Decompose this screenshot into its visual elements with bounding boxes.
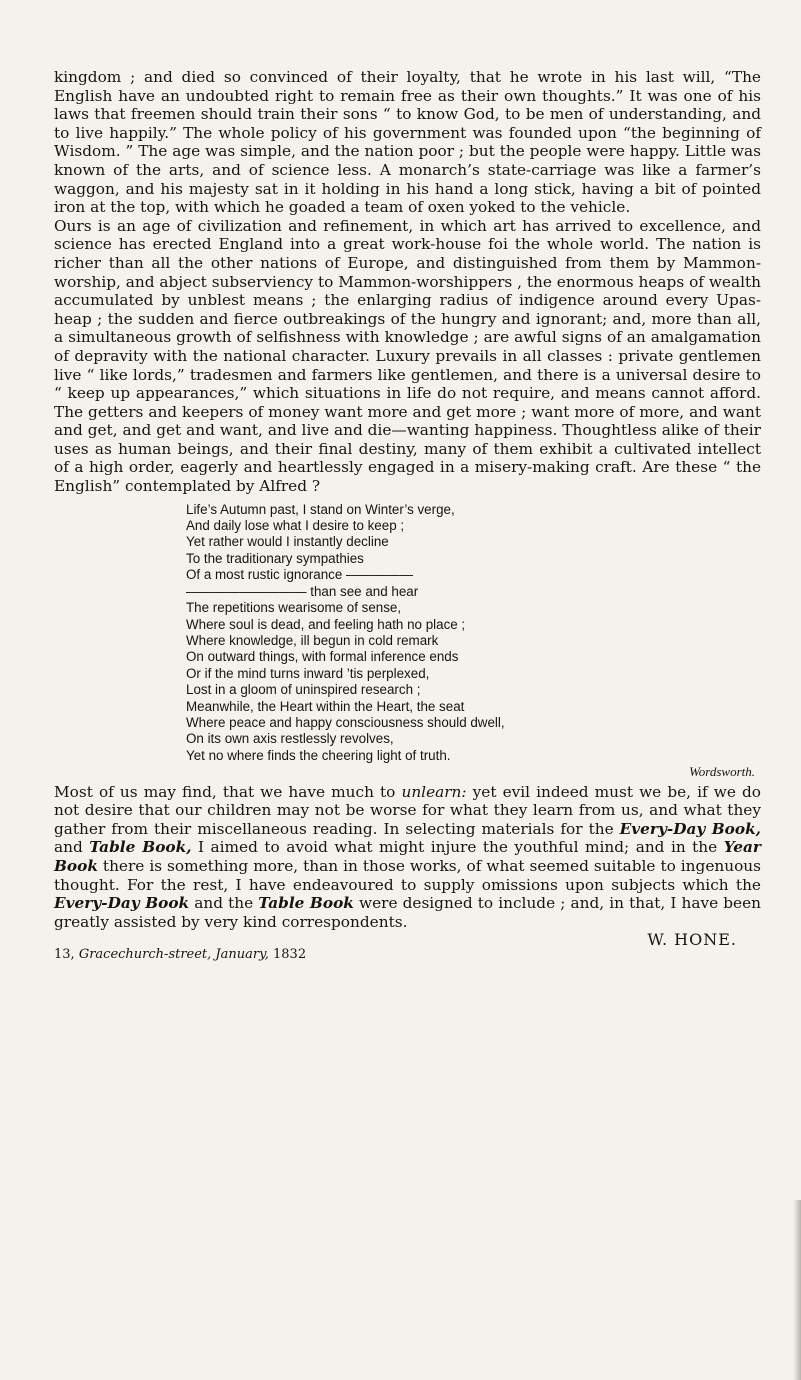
text-run: I aimed to avoid what might injure the youthful mind; and in the: [191, 838, 724, 857]
poem-line: On its own axis restlessly revolves,: [186, 731, 394, 747]
paragraph-civilization: Ours is an age of civilization and refinement, in which art has arrived to excellence, and science has erected England into a great work-house foi the whole world. The nation is richer than all the other nations of Europe, and distinguished from them by Mammon-worship, and abject subserviency to Mammon-worshippers , the enormous heaps of wealth accumulated by unblest means ; the enlarging radius of indigence around every Upas-heap ; the sudden and fierce outbreakings of the hungry and ignorant; and, more than all, a simultaneous growth of selfishness with knowledge ; are awful signs of an amalgamation of depravity with the national character. Luxury prevails in all classes : private gentlemen live “ like lords,” tradesmen and farmers like gentlemen, and there is a universal desire to “ keep up appearances,” which situations in life do not require, and means cannot afford. The getters and keepers of money want more and get more ; want more of more, and want and get, and get and want, and live and die—wanting happiness. Thoughtless alike of their uses as human beings, and their final destiny, many of them exhibit a cultivated intellect of a high order, eagerly and heartlessly engaged in a misery-making craft. Are these “ the English” contemplated by Alfred ?: [54, 216, 761, 496]
dateline-place: Gracechurch-street, January,: [78, 947, 269, 963]
title-year-book: Year Book: [54, 838, 761, 875]
title-table-book: Table Book,: [89, 838, 192, 857]
emphasis-unlearn: unlearn:: [401, 782, 467, 801]
text-run: yet evil indeed must we be, if we do not desire that our children may not be worse for what they learn from us, and what they gather from their miscellaneous reading. In selecting materials for the: [54, 782, 761, 838]
poem-line: Where soul is dead, and feeling hath no place ;: [186, 616, 466, 632]
paragraph-kingdom: kingdom ; and died so convinced of their loyalty, that he wrote in his last will, “The English have an undoubted right to remain free as their own thoughts.” It was one of his laws that freemen should train their sons “ to know God, to be men of understanding, and to live happily.” The whole policy of his government was founded upon “the beginning of Wisdom. ” The age was simple, and the nation poor ; but the people were happy. Little was known of the arts, and of science less. A monarch’s state-carriage was like a farmer’s waggon, and his majesty sat in it holding in his hand a long stick, having a bit of pointed iron at the top, with which he goaded a team of oxen yoked to the vehicle.: [54, 68, 761, 217]
poem-line: ————————— than see and hear: [186, 583, 419, 599]
poem-line: Where peace and happy consciousness should dwell,: [186, 714, 505, 730]
poem-quotation: [186, 502, 761, 781]
title-every-day-book: Every-Day Book,: [619, 819, 761, 838]
text-run: there is something more, than in those works, of what seemed suitable to ingenuous thought. For the rest, I have endeavoured to supply omissions upon subjects which the: [54, 856, 761, 894]
poem-line: And daily lose what I desire to keep ;: [186, 518, 405, 534]
poem-line: Lost in a gloom of uninspired research ;: [186, 682, 421, 698]
poem-line: Or if the mind turns inward ’tis perplexed,: [186, 665, 430, 681]
text-run: and: [54, 838, 90, 857]
author-signature: W. HONE.: [647, 930, 737, 950]
dateline-number: 13,: [54, 947, 75, 963]
title-table-book: Table Book: [258, 894, 354, 913]
prose-body: [54, 68, 761, 496]
title-every-day-book: Every-Day Book: [54, 894, 190, 913]
text-run: and the: [189, 894, 259, 913]
poem-line: Of a most rustic ignorance —————: [186, 567, 413, 583]
dateline-year: 1832: [273, 947, 307, 963]
text-run: Most of us may find, that we have much to: [54, 782, 402, 801]
poem-line: The repetitions wearisome of sense,: [186, 600, 402, 616]
poem-line: On outward things, with formal inference ends: [186, 649, 459, 665]
poem-line: Where knowledge, ill begun in cold remark: [186, 632, 439, 648]
page-edge-shadow: [793, 1200, 801, 1380]
poem-line: Yet rather would I instantly decline: [186, 534, 389, 550]
poem-line: To the traditionary sympathies: [186, 550, 364, 566]
poem-line: Life’s Autumn past, I stand on Winter’s verge,: [186, 501, 455, 517]
text-run: were designed to include ; and, in that, I have been greatly assisted by very kind correspondents.: [54, 894, 761, 931]
poem-line: Yet no where finds the cheering light of truth.: [186, 747, 451, 763]
poem-line: Meanwhile, the Heart within the Heart, the seat: [186, 698, 465, 714]
dateline: [54, 947, 761, 963]
paragraph-unlearn: [54, 783, 761, 932]
closing-section: [54, 783, 761, 932]
poem-attribution: Wordsworth.: [689, 764, 755, 780]
